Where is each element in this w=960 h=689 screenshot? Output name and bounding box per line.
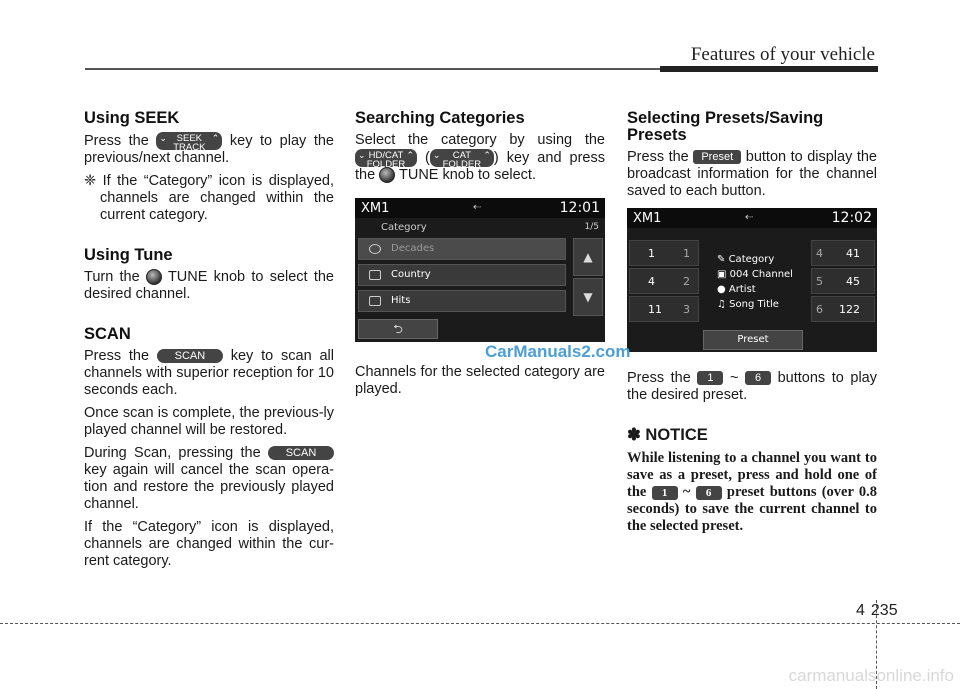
list-item[interactable] — [358, 290, 566, 312]
categories-paragraph-2-wrap — [355, 364, 605, 404]
source-label: XM1 — [361, 201, 390, 216]
tune-heading: Using Tune — [84, 246, 173, 264]
play-icon — [369, 244, 381, 254]
presets-text-pre: Press the — [627, 149, 689, 165]
list-item[interactable] — [358, 264, 566, 286]
seek-track-button-icon — [156, 132, 222, 153]
scan-cancel-text-post: key again will cancel the scan opera-tion and restore the previously played channel. — [84, 462, 334, 512]
chapter-number: 4 — [856, 602, 865, 619]
seek-label: SEEK — [176, 133, 203, 144]
column-seek-tune-scan — [84, 110, 334, 576]
chevron-up-icon: ⌃ — [406, 150, 414, 160]
seek-note: ❈ If the “Category” icon is displayed, channels are changed within the current category. — [84, 173, 334, 223]
preset-slot-1[interactable] — [629, 240, 699, 266]
tune-text-post: TUNE knob to select the desired channel. — [84, 269, 334, 302]
seek-text-post: key to play the previous/next channel. — [84, 132, 334, 166]
preset-slot-5[interactable] — [811, 268, 875, 294]
preset-channel: 1 — [648, 247, 655, 260]
chevron-down-icon: ⌄ — [159, 133, 167, 143]
scan-text-pre: Press the — [84, 348, 150, 364]
seek-paragraph — [84, 132, 334, 167]
scan-cancel-text-pre: During Scan, pressing the — [84, 445, 261, 461]
hd-cat-folder-button-icon — [355, 149, 417, 170]
scan-paragraph-3 — [84, 445, 334, 513]
folder-label: FOLDER — [366, 159, 406, 170]
clock: 12:01 — [559, 200, 600, 216]
seek-text-pre: Press the — [84, 132, 149, 149]
preset-number: 6 — [816, 303, 823, 316]
preset-6-button-icon: 6 — [745, 371, 771, 385]
cat-folder-button-icon — [430, 149, 494, 170]
list-item-label: Hits — [391, 295, 411, 306]
tune-knob-icon — [146, 269, 162, 285]
preset-slot-6[interactable] — [811, 296, 875, 322]
categories-text-pre: Select the category by using the — [355, 132, 605, 148]
header-title: Features of your vehicle — [690, 44, 875, 65]
page-number — [856, 602, 898, 620]
list-item-label: Decades — [391, 243, 435, 254]
chevron-down-icon: ⌄ — [432, 150, 441, 160]
column-search-categories — [355, 110, 605, 190]
scroll-down-button[interactable]: ▼ — [573, 278, 603, 316]
chevron-up-icon: ⌃ — [211, 133, 220, 143]
scan-button-icon: SCAN — [268, 446, 334, 460]
categories-paragraph-1: Select the category by using the ⌄ HD/CAT FOLDER ⌃ ( ⌄ CAT FOLDER ⌃ ) key and press the TUNE knob to select. — [355, 132, 605, 183]
header-rule — [85, 68, 660, 70]
track-label: TRACK — [173, 142, 206, 153]
presets-heading: Selecting Presets/Saving Presets — [627, 109, 824, 144]
scan-paragraph-4: If the “Category” icon is displayed, channels are changed within the cur-rent category. — [84, 519, 334, 569]
preset-slot-4[interactable] — [811, 240, 875, 266]
page-index: 235 — [870, 602, 898, 619]
info-category: ✎ Category — [717, 254, 775, 265]
category-icon: ✎ — [717, 254, 726, 265]
preset-screen — [627, 208, 877, 352]
preset-channel: 122 — [839, 303, 860, 316]
scan-button-icon: SCAN — [157, 349, 223, 363]
categories-heading: Searching Categories — [355, 109, 525, 127]
radio-icon: ▣ — [717, 269, 727, 280]
scan-paragraph-1 — [84, 348, 334, 399]
preset-6-button-icon: 6 — [696, 486, 722, 500]
info-artist: ● Artist — [717, 284, 756, 295]
person-icon: ● — [717, 284, 726, 295]
header-rule-accent — [660, 66, 878, 72]
preset-channel: 4 — [648, 275, 655, 288]
preset-number: 3 — [683, 303, 690, 316]
site-watermark: carmanualsonline.info — [788, 666, 954, 685]
category-label: Category — [381, 222, 427, 233]
info-channel: ▣ 004 Channel — [717, 269, 793, 280]
info-song: ♫ Song Title — [717, 299, 779, 310]
preset-number: 5 — [816, 275, 823, 288]
page-indicator: 1/5 — [584, 222, 599, 232]
scan-text-post: key to scan all channels with superior reception for 10 seconds each. — [84, 348, 334, 398]
notice-heading: ✽ NOTICE — [627, 426, 708, 444]
preset-number: 2 — [683, 275, 690, 288]
tune-paragraph — [84, 269, 334, 303]
usb-icon: ⇠ — [473, 202, 482, 213]
preset-channel: 45 — [846, 275, 860, 288]
preset-channel: 11 — [648, 303, 662, 316]
music-note-icon: ♫ — [717, 299, 726, 310]
chevron-down-icon: ⌄ — [358, 150, 366, 160]
presets-paragraph-2: Press the 1 ~ 6 buttons to play the desired preset. — [627, 370, 877, 403]
cat-label: CAT — [452, 150, 471, 161]
footer-rule — [0, 623, 960, 624]
categories-text-post: TUNE knob to select. — [398, 167, 536, 183]
watermark: CarManuals2.com — [485, 342, 631, 361]
clock: 12:02 — [831, 210, 872, 226]
folder-label: FOLDER — [442, 159, 482, 170]
categories-text-mid: key and press the — [355, 149, 605, 183]
presets-text-post: button to display the broadcast information for the channel saved to each button. — [627, 149, 877, 199]
column-presets-lower — [627, 370, 877, 541]
column-presets — [627, 110, 877, 206]
folder-icon — [369, 296, 381, 306]
preset-1-button-icon: 1 — [697, 371, 723, 385]
list-item-label: Country — [391, 269, 431, 280]
back-button[interactable]: ⮌ — [358, 319, 438, 339]
scan-paragraph-2: Once scan is complete, the previous-ly played channel will be restored. — [84, 405, 334, 438]
scan-heading: SCAN — [84, 325, 131, 343]
hd-cat-label: HD/CAT — [368, 150, 404, 161]
seek-heading: Using SEEK — [84, 109, 180, 127]
preset-button-icon: Preset — [693, 150, 741, 164]
chevron-up-icon: ⌃ — [483, 150, 491, 160]
category-list-screen — [355, 198, 605, 342]
preset-slot-2[interactable] — [629, 268, 699, 294]
notice-body: While listening to a channel you want to save as a preset, press and hold one of the 1 ~ 6 preset buttons (over 0.8 seconds) to save the current channel to the selected preset. — [627, 450, 878, 534]
preset-number: 1 — [683, 247, 690, 260]
preset-slot-3[interactable] — [629, 296, 699, 322]
presets-paragraph-1 — [627, 149, 877, 200]
preset-number: 4 — [816, 247, 823, 260]
source-label: XM1 — [633, 211, 662, 226]
categories-paragraph-2: Channels for the selected category are played. — [355, 364, 605, 397]
preset-channel: 41 — [846, 247, 860, 260]
preset-bar-button[interactable]: Preset — [703, 330, 803, 350]
status-bar — [627, 208, 877, 228]
scroll-up-button[interactable]: ▲ — [573, 238, 603, 276]
tune-text-pre: Turn the — [84, 269, 140, 285]
presets-play-text-pre: Press the — [627, 370, 691, 386]
usb-icon: ⇠ — [745, 212, 754, 223]
status-bar — [355, 198, 605, 218]
preset-1-button-icon: 1 — [652, 486, 678, 500]
folder-icon — [369, 270, 381, 280]
category-header — [355, 220, 605, 236]
list-item[interactable] — [358, 238, 566, 260]
presets-play-text-post: buttons to play the desired preset. — [627, 370, 877, 403]
